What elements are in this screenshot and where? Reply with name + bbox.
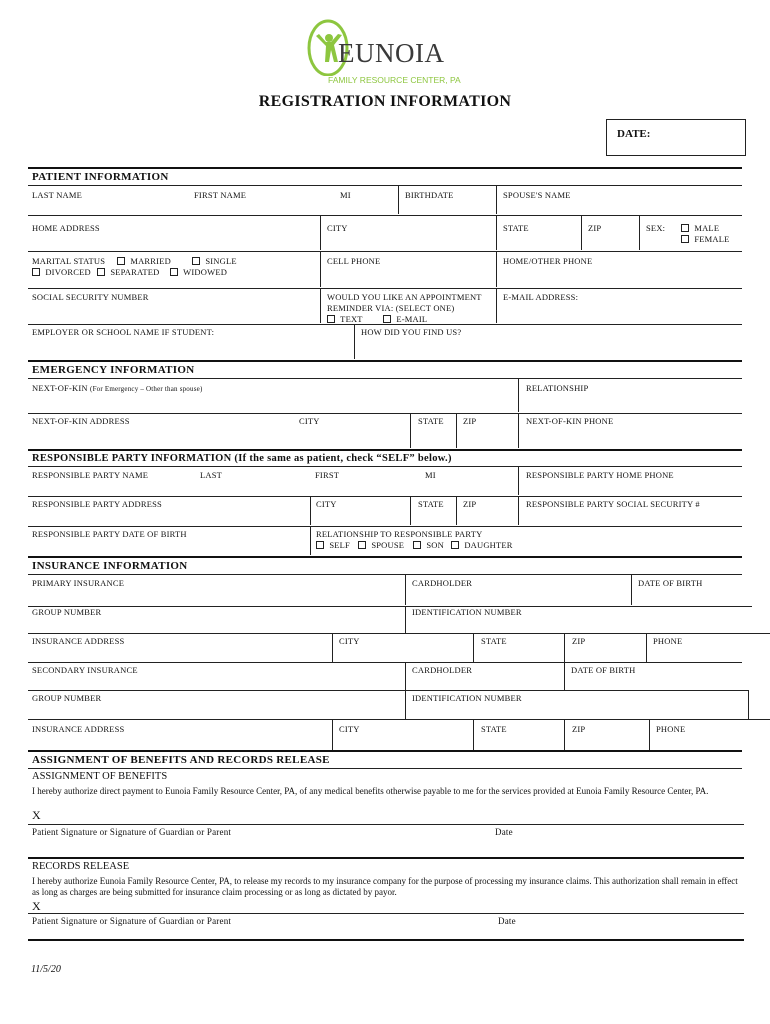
cell-phone-field[interactable]: CELL PHONE xyxy=(327,256,381,266)
birthdate-field[interactable]: BIRTHDATE xyxy=(405,190,454,200)
divider xyxy=(518,379,519,412)
checkbox-icon[interactable] xyxy=(32,268,40,276)
divider xyxy=(28,449,742,451)
home-address-field[interactable]: HOME ADDRESS xyxy=(32,223,100,233)
divider xyxy=(332,634,333,662)
divider xyxy=(405,691,406,719)
divider xyxy=(405,607,406,633)
checkbox-icon[interactable] xyxy=(358,541,366,549)
nok-address-field[interactable]: NEXT-OF-KIN ADDRESS xyxy=(32,416,130,426)
reminder-label-1: WOULD YOU LIKE AN APPOINTMENT xyxy=(327,292,482,302)
ssn-field[interactable]: SOCIAL SECURITY NUMBER xyxy=(32,292,149,302)
divider xyxy=(28,185,742,186)
rp-state-field[interactable]: STATE xyxy=(418,499,444,509)
patient-heading: PATIENT INFORMATION xyxy=(32,171,169,183)
home-other-phone-field[interactable]: HOME/OTHER PHONE xyxy=(503,256,593,266)
divider xyxy=(405,575,406,605)
rp-relationship-label: RELATIONSHIP TO RESPONSIBLE PARTY xyxy=(316,529,483,539)
divider xyxy=(28,251,742,252)
date-label: DATE: xyxy=(617,128,651,140)
checkbox-icon[interactable] xyxy=(681,224,689,232)
state-field[interactable]: STATE xyxy=(503,223,529,233)
divider xyxy=(496,252,497,287)
relationship-field[interactable]: RELATIONSHIP xyxy=(526,383,589,393)
divider xyxy=(496,186,497,214)
rp-home-phone-field[interactable]: RESPONSIBLE PARTY HOME PHONE xyxy=(526,470,674,480)
city-field[interactable]: CITY xyxy=(327,223,348,233)
signature-line-2[interactable] xyxy=(28,913,744,914)
records-text: I hereby authorize Eunoia Family Resource Center, PA, to release my records to my insurance company for the purpose of processing my insurance claims. This authorization shall remain in effect as long as charges are being submitted for insurance claim processing or as long as dictated by payor. xyxy=(32,876,738,897)
sex-label: SEX: xyxy=(646,223,666,233)
checkbox-icon[interactable] xyxy=(170,268,178,276)
single-option[interactable] xyxy=(192,256,237,266)
reminder-label-2: REMINDER VIA: (SELECT ONE) xyxy=(327,303,455,313)
male-label: MALE xyxy=(694,223,720,233)
insurance-city-2-field[interactable]: CITY xyxy=(339,724,360,734)
divider xyxy=(310,527,311,555)
divider xyxy=(320,216,321,250)
divider xyxy=(639,216,640,250)
divider xyxy=(28,526,742,527)
group-number-field[interactable]: GROUP NUMBER xyxy=(32,607,102,617)
divider xyxy=(473,720,474,750)
checkbox-icon[interactable] xyxy=(413,541,421,549)
group-number-2-field[interactable]: GROUP NUMBER xyxy=(32,693,102,703)
divider xyxy=(496,216,497,250)
divider xyxy=(564,634,565,662)
insurance-dob-field[interactable]: DATE OF BIRTH xyxy=(638,578,703,588)
rp-spouse-option[interactable] xyxy=(358,540,404,550)
email-option-label: E-MAIL xyxy=(396,314,428,324)
rp-ssn-field[interactable]: RESPONSIBLE PARTY SOCIAL SECURITY # xyxy=(526,499,700,509)
sex-male-option[interactable] xyxy=(681,223,719,233)
how-find-field[interactable]: HOW DID YOU FIND US? xyxy=(361,327,462,337)
id-number-2-field[interactable]: IDENTIFICATION NUMBER xyxy=(412,693,522,703)
rp-name-field[interactable]: RESPONSIBLE PARTY NAME xyxy=(32,470,149,480)
insurance-phone-2-field[interactable]: PHONE xyxy=(656,724,686,734)
checkbox-icon[interactable] xyxy=(327,315,335,323)
divider xyxy=(28,750,742,752)
checkbox-icon[interactable] xyxy=(192,257,200,265)
date-box[interactable] xyxy=(606,119,746,156)
divider xyxy=(28,633,770,634)
assignment-heading: ASSIGNMENT OF BENEFITS AND RECORDS RELEASE xyxy=(32,754,330,766)
divider xyxy=(456,497,457,525)
assignment-text: I hereby authorize direct payment to Eunoia Family Resource Center, PA, of any medical benefits otherwise payable to me for the services provided at Eunoia Family Resource Center, PA. xyxy=(32,786,709,796)
separated-label: SEPARATED xyxy=(110,267,160,277)
logo-name: EUNOIA xyxy=(338,38,445,68)
spouse-label: SPOUSE xyxy=(371,540,405,550)
divorced-label: DIVORCED xyxy=(45,267,91,277)
rp-daughter-option[interactable] xyxy=(451,540,513,550)
divider xyxy=(28,719,770,720)
divider xyxy=(320,252,321,287)
divider xyxy=(354,325,355,359)
id-number-field[interactable]: IDENTIFICATION NUMBER xyxy=(412,607,522,617)
divider xyxy=(28,939,744,941)
rp-zip-field[interactable]: ZIP xyxy=(463,499,477,509)
checkbox-icon[interactable] xyxy=(117,257,125,265)
rp-first-label: FIRST xyxy=(315,470,340,480)
insurance-city-field[interactable]: CITY xyxy=(339,636,360,646)
insurance-phone-field[interactable]: PHONE xyxy=(653,636,683,646)
divorced-option[interactable] xyxy=(32,267,91,277)
insurance-state-field[interactable]: STATE xyxy=(481,636,507,646)
daughter-label: DAUGHTER xyxy=(464,540,513,550)
insurance-heading: INSURANCE INFORMATION xyxy=(32,560,188,572)
divider xyxy=(28,857,744,859)
responsible-heading: RESPONSIBLE PARTY INFORMATION (If the same as patient, check “SELF” below.) xyxy=(32,453,452,464)
checkbox-icon[interactable] xyxy=(316,541,324,549)
separated-option[interactable] xyxy=(97,267,160,277)
checkbox-icon[interactable] xyxy=(97,268,105,276)
divider xyxy=(28,215,742,216)
divider xyxy=(564,663,565,690)
signature-label: Patient Signature or Signature of Guardian or Parent xyxy=(32,827,232,837)
divider xyxy=(28,378,742,379)
divider xyxy=(28,690,748,691)
primary-insurance-field[interactable]: PRIMARY INSURANCE xyxy=(32,578,125,588)
reminder-email-option[interactable] xyxy=(383,314,427,324)
insurance-dob-2-field[interactable]: DATE OF BIRTH xyxy=(571,665,636,675)
next-of-kin-label: NEXT-OF-KIN xyxy=(32,383,88,393)
nok-phone-field[interactable]: NEXT-OF-KIN PHONE xyxy=(526,416,614,426)
divider xyxy=(398,186,399,214)
checkbox-icon[interactable] xyxy=(383,315,391,323)
employer-field[interactable]: EMPLOYER OR SCHOOL NAME IF STUDENT: xyxy=(32,327,215,337)
signature-line[interactable] xyxy=(28,824,744,825)
signature-label-2: Patient Signature or Signature of Guardian or Parent xyxy=(32,916,232,926)
cardholder-field[interactable]: CARDHOLDER xyxy=(412,578,473,588)
nok-city-field[interactable]: CITY xyxy=(299,416,320,426)
divider xyxy=(646,634,647,662)
divider xyxy=(473,634,474,662)
insurance-address-field[interactable]: INSURANCE ADDRESS xyxy=(32,636,125,646)
single-label: SINGLE xyxy=(205,256,237,266)
self-label: SELF xyxy=(329,540,350,550)
rp-mi-label: MI xyxy=(425,470,436,480)
son-label: SON xyxy=(426,540,444,550)
divider xyxy=(28,574,742,575)
next-of-kin-note: (For Emergency – Other than spouse) xyxy=(90,385,203,393)
divider xyxy=(28,413,742,414)
cardholder-2-field[interactable]: CARDHOLDER xyxy=(412,665,473,675)
records-subheading: RECORDS RELEASE xyxy=(32,861,130,872)
divider xyxy=(518,414,519,448)
first-name-field[interactable]: FIRST NAME xyxy=(194,190,247,200)
insurance-state-2-field[interactable]: STATE xyxy=(481,724,507,734)
divider xyxy=(28,556,742,558)
divider xyxy=(28,606,752,607)
divider xyxy=(320,289,321,323)
divider xyxy=(28,662,742,663)
divider xyxy=(332,720,333,750)
nok-state-field[interactable]: STATE xyxy=(418,416,444,426)
divider xyxy=(496,289,497,323)
emergency-heading: EMERGENCY INFORMATION xyxy=(32,364,195,376)
divider xyxy=(28,288,742,289)
footer-date: 11/5/20 xyxy=(31,964,61,975)
divider xyxy=(456,414,457,448)
divider xyxy=(581,216,582,250)
divider xyxy=(518,467,519,495)
next-of-kin-field[interactable] xyxy=(32,383,202,393)
divider xyxy=(28,496,742,497)
insurance-zip-field[interactable]: ZIP xyxy=(572,636,586,646)
divider xyxy=(631,575,632,605)
signature-x-2: X xyxy=(32,899,41,913)
date-label-1: Date xyxy=(495,827,513,837)
email-address-field[interactable]: E-MAIL ADDRESS: xyxy=(503,292,579,302)
rp-dob-field[interactable]: RESPONSIBLE PARTY DATE OF BIRTH xyxy=(32,529,187,539)
divider xyxy=(28,324,742,325)
spouse-name-field[interactable]: SPOUSE'S NAME xyxy=(503,190,571,200)
reminder-text-option[interactable] xyxy=(327,314,363,324)
sex-female-option[interactable] xyxy=(681,234,730,244)
female-label: FEMALE xyxy=(694,234,730,244)
divider xyxy=(518,497,519,525)
divider xyxy=(649,720,650,750)
divider xyxy=(28,360,742,362)
last-name-field[interactable]: LAST NAME xyxy=(32,190,83,200)
text-label: TEXT xyxy=(340,314,363,324)
signature-x: X xyxy=(32,808,41,822)
insurance-zip-2-field[interactable]: ZIP xyxy=(572,724,586,734)
divider xyxy=(405,663,406,690)
insurance-address-2-field[interactable]: INSURANCE ADDRESS xyxy=(32,724,125,734)
rp-self-option[interactable] xyxy=(316,540,350,550)
widowed-option[interactable] xyxy=(170,267,227,277)
secondary-insurance-field[interactable]: SECONDARY INSURANCE xyxy=(32,665,138,675)
mi-field[interactable]: MI xyxy=(340,190,351,200)
checkbox-icon[interactable] xyxy=(451,541,459,549)
divider xyxy=(28,466,742,467)
date-label-2: Date xyxy=(498,916,516,926)
divider xyxy=(410,497,411,525)
eunoia-logo xyxy=(300,18,461,88)
married-label: MARRIED xyxy=(130,256,171,266)
rp-last-label: LAST xyxy=(200,470,223,480)
divider xyxy=(410,414,411,448)
logo-subtitle: FAMILY RESOURCE CENTER, PA xyxy=(328,75,461,85)
assignment-subheading: ASSIGNMENT OF BENEFITS xyxy=(32,771,168,782)
divider xyxy=(310,497,311,525)
rp-son-option[interactable] xyxy=(413,540,444,550)
checkbox-icon[interactable] xyxy=(681,235,689,243)
divider xyxy=(28,167,742,169)
married-option[interactable] xyxy=(117,256,171,266)
widowed-label: WIDOWED xyxy=(183,267,228,277)
nok-zip-field[interactable]: ZIP xyxy=(463,416,477,426)
marital-status-label: MARITAL STATUS xyxy=(32,256,106,266)
form-title: REGISTRATION INFORMATION xyxy=(258,93,512,110)
divider xyxy=(748,690,749,719)
divider xyxy=(28,768,742,769)
rp-address-field[interactable]: RESPONSIBLE PARTY ADDRESS xyxy=(32,499,162,509)
rp-city-field[interactable]: CITY xyxy=(316,499,337,509)
zip-field[interactable]: ZIP xyxy=(588,223,602,233)
divider xyxy=(564,720,565,750)
